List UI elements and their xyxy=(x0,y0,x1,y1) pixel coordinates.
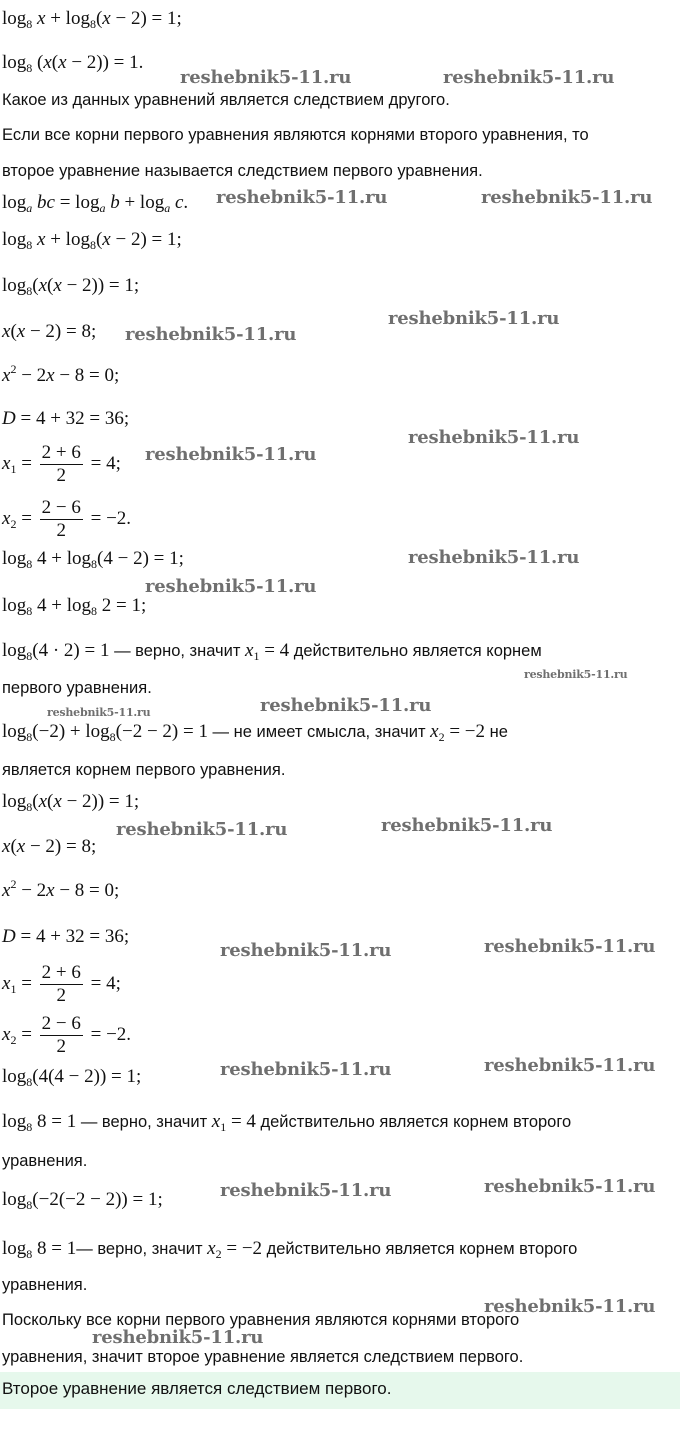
check-3: $\log_8(4 \cdot 2) = 1$ — верно, значит $x_1 = 4$ действительно является корнем xyxy=(2,640,542,663)
second-check-3: $\log_8(-2(-2 - 2)) = 1$; xyxy=(2,1189,163,1212)
watermark: reshebnik5-11.ru xyxy=(216,187,388,208)
step-3: x(x − 2) = 8; xyxy=(2,321,97,342)
watermark: reshebnik5-11.ru xyxy=(388,308,560,329)
watermark: reshebnik5-11.ru xyxy=(220,1180,392,1201)
watermark: reshebnik5-11.ru xyxy=(220,1059,392,1080)
second-check-2: $\log_8 8 = 1$ — верно, значит $x_1 = 4$ действительно является корнем второго xyxy=(2,1111,572,1134)
step-5: D = 4 + 32 = 36; xyxy=(2,408,130,429)
equation-2: $\log_8 (x(x - 2)) = 1$. xyxy=(2,52,144,75)
second-check-2-cont: уравнения. xyxy=(2,1152,88,1170)
watermark: reshebnik5-11.ru xyxy=(220,940,392,961)
second-check-4-cont: уравнения. xyxy=(2,1276,88,1294)
conclusion-line-1: Поскольку все корни первого уравнения являются корнями второго xyxy=(2,1311,520,1329)
watermark: reshebnik5-11.ru xyxy=(484,936,656,957)
watermark: reshebnik5-11.ru xyxy=(443,67,615,88)
root-x1: $x_1$ = $\frac{2 + 6}{2}$ = 4; xyxy=(2,442,121,486)
second-check-1: $\log_8(4(4 - 2)) = 1$; xyxy=(2,1066,142,1089)
check-4-cont: является корнем первого уравнения. xyxy=(2,761,286,779)
watermark: reshebnik5-11.ru xyxy=(92,1327,264,1348)
definition-line-1: Если все корни первого уравнения являются корнями второго уравнения, то xyxy=(2,126,589,144)
watermark: reshebnik5-11.ru xyxy=(116,819,288,840)
answer-box xyxy=(0,1372,680,1409)
question-text: Какое из данных уравнений является следствием другого. xyxy=(2,91,450,109)
step-1: $\log_8 x + \log_8(x - 2) = 1$; xyxy=(2,229,182,252)
check-1: $\log_8 4 + \log_8(4 - 2) = 1$; xyxy=(2,548,184,571)
watermark: reshebnik5-11.ru xyxy=(145,444,317,465)
check-4: $\log_8(-2) + \log_8(-2 - 2) = 1$ — не имеет смысла, значит $x_2 = -2$ не xyxy=(2,721,508,744)
step-2: $\log_8(x(x - 2)) = 1$; xyxy=(2,275,140,298)
second-root-x1: $x_1$ = $\frac{2 + 6}{2}$ = 4; xyxy=(2,962,121,1006)
watermark: reshebnik5-11.ru xyxy=(381,815,553,836)
equation-1: $\log_8 x + \log_8(x - 2) = 1$; xyxy=(2,8,182,31)
second-step-3: $x^2 - 2x - 8 = 0$; xyxy=(2,877,120,901)
answer-text: Второе уравнение является следствием первого. xyxy=(2,1379,392,1398)
watermark: reshebnik5-11.ru xyxy=(484,1055,656,1076)
second-root-x2: $x_2$ = $\frac{2 - 6}{2}$ = −2. xyxy=(2,1013,132,1057)
second-step-4: D = 4 + 32 = 36; xyxy=(2,926,130,947)
conclusion-line-2: уравнения, значит второе уравнение является следствием первого. xyxy=(2,1348,524,1366)
watermark: reshebnik5-11.ru xyxy=(408,547,580,568)
watermark: reshebnik5-11.ru xyxy=(180,67,352,88)
step-4: $x^2 - 2x - 8 = 0$; xyxy=(2,362,120,386)
watermark: reshebnik5-11.ru xyxy=(484,1176,656,1197)
second-step-1: $\log_8(x(x - 2)) = 1$; xyxy=(2,791,140,814)
definition-line-2: второе уравнение называется следствием первого уравнения. xyxy=(2,162,483,180)
watermark: reshebnik5-11.ru xyxy=(524,668,628,681)
watermark: reshebnik5-11.ru xyxy=(145,576,317,597)
second-check-4: $\log_8 8$ = 1— верно, значит $x_2 = -2$ действительно является корнем второго xyxy=(2,1238,578,1261)
watermark: reshebnik5-11.ru xyxy=(484,1296,656,1317)
watermark: reshebnik5-11.ru xyxy=(408,427,580,448)
second-step-2: x(x − 2) = 8; xyxy=(2,836,97,857)
watermark: reshebnik5-11.ru xyxy=(125,324,297,345)
watermark: reshebnik5-11.ru xyxy=(481,187,653,208)
watermark: reshebnik5-11.ru xyxy=(47,706,151,719)
log-rule: $\log_a$ bc = $\log_a b + \log_a c$. xyxy=(2,192,189,215)
check-2: $\log_8 4 + \log_8 2 = 1$; xyxy=(2,595,147,618)
check-3-cont: первого уравнения. xyxy=(2,679,152,697)
root-x2: $x_2$ = $\frac{2 - 6}{2}$ = −2. xyxy=(2,497,132,541)
watermark: reshebnik5-11.ru xyxy=(260,695,432,716)
